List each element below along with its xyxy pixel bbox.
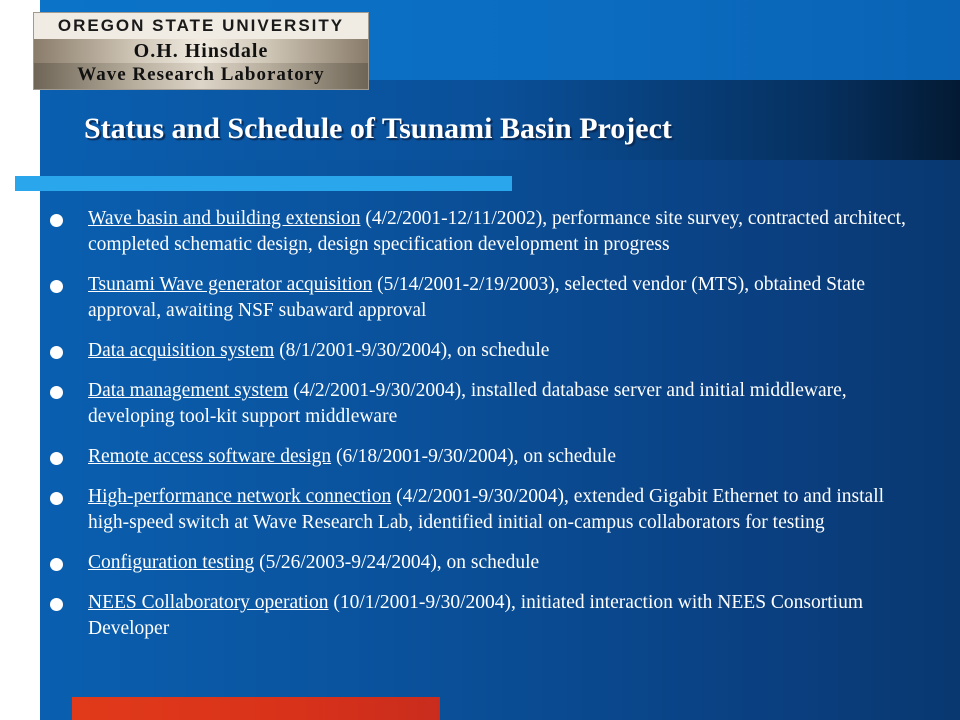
bullet-link[interactable]: High-performance network connection <box>88 486 392 507</box>
bullet-link[interactable]: NEES Collaboratory operation <box>88 592 329 613</box>
bullet-link[interactable]: Remote access software design <box>88 446 332 467</box>
bullet-item <box>48 338 928 364</box>
bullet-text: (5/14/2001-2/19/2003), selected vendor (MTS), obtained State approval, awaiting NSF subaward approval <box>88 274 866 321</box>
title-underline-bar <box>15 176 512 191</box>
slide-title: Status and Schedule of Tsunami Basin Project <box>84 112 672 145</box>
logo-line-1: OREGON STATE UNIVERSITY <box>34 13 368 39</box>
bullet-text: (4/2/2001-12/11/2002), performance site survey, contracted architect, completed schematic design, design specification development in progress <box>88 208 906 255</box>
bullet-text: (8/1/2001-9/30/2004), on schedule <box>274 340 550 361</box>
bullet-list <box>48 206 928 656</box>
bullet-item <box>48 378 928 430</box>
bullet-dot-icon <box>50 558 63 571</box>
bullet-text: (4/2/2001-9/30/2004), extended Gigabit Ethernet to and install high-speed switch at Wave Research Lab, identified initial on-campus collaborators for testing <box>88 486 885 533</box>
bullet-link[interactable]: Wave basin and building extension <box>88 208 361 229</box>
bullet-text: (10/1/2001-9/30/2004), initiated interaction with NEES Consortium Developer <box>88 592 864 639</box>
bullet-link[interactable]: Tsunami Wave generator acquisition <box>88 274 373 295</box>
university-logo <box>33 12 369 90</box>
bullet-dot-icon <box>50 598 63 611</box>
left-margin-strip <box>0 0 40 720</box>
bullet-text: (6/18/2001-9/30/2004), on schedule <box>331 446 616 467</box>
bullet-text: (5/26/2003-9/24/2004), on schedule <box>254 552 540 573</box>
bullet-item <box>48 444 928 470</box>
logo-line-2: O.H. Hinsdale <box>34 39 368 63</box>
bullet-item <box>48 484 928 536</box>
bullet-item <box>48 206 928 258</box>
bullet-item <box>48 590 928 642</box>
bullet-text: (4/2/2001-9/30/2004), installed database server and initial middleware, developing tool-kit support middleware <box>88 380 847 427</box>
bullet-dot-icon <box>50 214 63 227</box>
bullet-link[interactable]: Configuration testing <box>88 552 255 573</box>
bullet-item <box>48 272 928 324</box>
bullet-dot-icon <box>50 346 63 359</box>
bullet-dot-icon <box>50 492 63 505</box>
bullet-link[interactable]: Data management system <box>88 380 289 401</box>
bullet-dot-icon <box>50 452 63 465</box>
bullet-item <box>48 550 928 576</box>
bottom-accent-bar <box>72 697 440 720</box>
logo-line-3: Wave Research Laboratory <box>34 63 368 90</box>
bullet-link[interactable]: Data acquisition system <box>88 340 275 361</box>
bullet-dot-icon <box>50 386 63 399</box>
bullet-dot-icon <box>50 280 63 293</box>
